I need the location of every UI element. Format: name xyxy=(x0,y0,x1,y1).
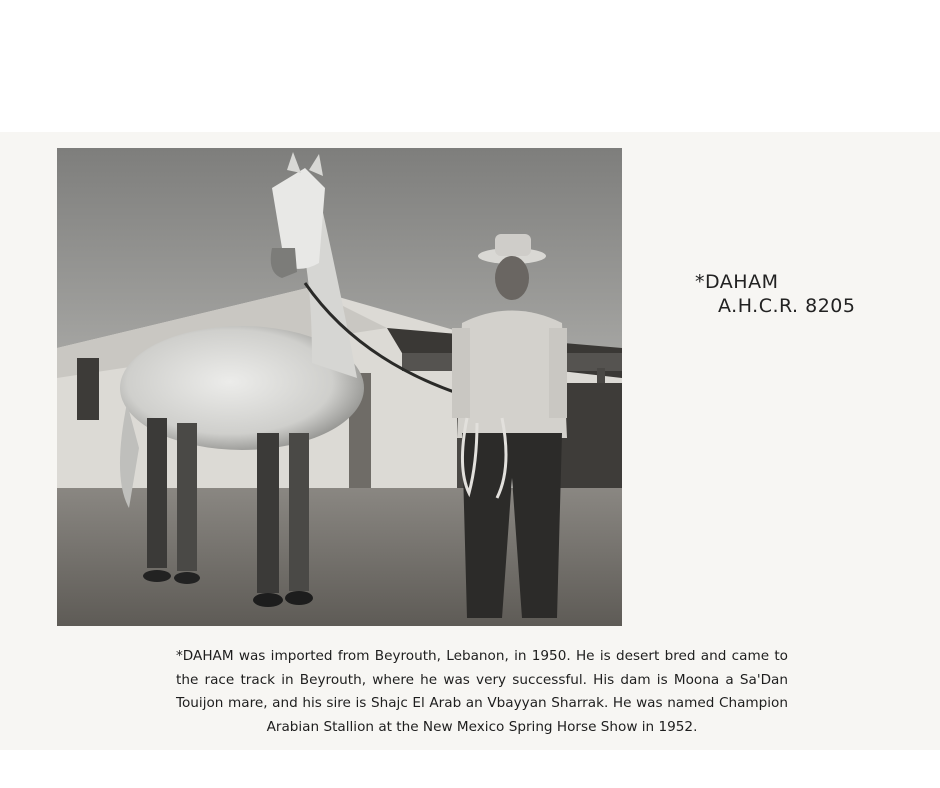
horse-photograph xyxy=(57,148,622,626)
photo-caption: *DAHAM was imported from Beyrouth, Lebanon, in 1950. He is desert bred and came to the race track in Beyrouth, where he was very successful. His dam is Moona a Sa'Dan Touijon mare, and his sire is Shajc El Arab an Vbayyan Sharrak. He was named Champion Arabian Stallion at the New Mexico Spring Horse Show in 1952. xyxy=(176,648,788,735)
photo-illustration xyxy=(57,148,622,626)
registration-number: A.H.C.R. 8205 xyxy=(718,295,856,317)
horse-title xyxy=(695,270,855,318)
horse-name: *DAHAM xyxy=(695,271,779,293)
